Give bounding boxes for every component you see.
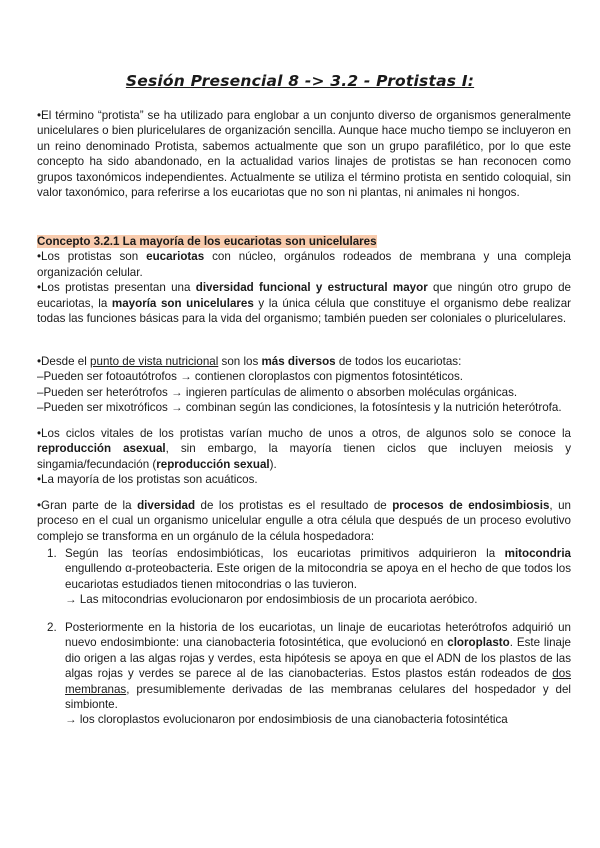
life-cycles-section	[37, 426, 571, 488]
intro-text: •El término “protista” se ha utilizado para englobar a un conjunto diverso de organismos generalmente unicelulares o bien pluricelulares de organización sencilla. Aunque hace mucho tiempo se incluyeron en un reino denominado Protista, sabemos actualmente que son un grupo parafilético, por lo que este concepto ha sido abandonado, en la actualidad varios linajes de protistas se han reconocen como grupos taxonómicos independientes. Actualmente se utiliza el término protista en sentido coloquial, sin valor taxonómico, para referirse a los eucariotas que no son ni plantas, ni animales ni hongos.	[37, 109, 571, 200]
concept-heading: Concepto 3.2.1 La mayoría de los eucariotas son unicelulares	[37, 235, 377, 248]
nutrition-section	[37, 354, 571, 416]
list-number: 2.	[47, 621, 57, 634]
list-item-chloroplast: Posteriormente en la historia de los eucariotas, un linaje de eucariotas heterótrofos adquirió un nuevo endosimbionte: una cianobacteria fotosintética, que evolucionó en cloroplasto. Este linaje dio origen a las algas rojas y verdes, esta hipótesis se apoya en que el ADN de los plastos de las algas rojas y verdes se parece al de las cianobacterias. Estos plastos están rodeados de dos membranas, presumiblemente derivadas de las membranas celulares del hospedador y del simbionte. → los cloroplastos evolucionaron por endosimbiosis de una cianobacteria fotosintética	[65, 621, 571, 727]
list-item-mitochondria: Según las teorías endosimbióticas, los eucariotas primitivos adquirieron la mitocondria engullendo α-proteobacteria. Este origen de la mitocondria se apoya en el hecho de que todos los eucariotas estudiados tienen mitocondrias o las tuvieron. → Las mitocondrias evolucionaron por endosimbiosis de un procariota aeróbico.	[65, 547, 571, 607]
intro-paragraph	[37, 108, 571, 200]
endosymbiosis-paragraph: •Gran parte de la diversidad de los protistas es el resultado de procesos de endosimbiosis, un proceso en el cual un organismo unicelular engulle a otra célula que después de un proceso evolutivo complejo se transforma en un orgánulo de la célula hospedadora:	[37, 499, 571, 543]
nutrition-item: –Pueden ser fotoautótrofos → contienen cloroplastos con pigmentos fotosintéticos.	[37, 370, 464, 384]
life-cycles-paragraph: •Los ciclos vitales de los protistas varían mucho de unos a otros, de algunos solo se conoce la reproducción asexual, sin embargo, la mayoría tienen ciclos que incluyen meiosis y singamia/fecundación (reproducción sexual).	[37, 427, 571, 471]
concept-section	[37, 234, 571, 326]
nutrition-item: –Pueden ser heterótrofos → ingieren partículas de alimento o absorben moléculas orgánicas.	[37, 385, 518, 399]
eukaryote-paragraph: •Los protistas son eucariotas con núcleo, orgánulos rodeados de membrana y una compleja organización celular.	[37, 250, 571, 279]
chloroplast-conclusion: → los cloroplastos evolucionaron por endosimbiosis de una cianobacteria fotosintética	[65, 713, 508, 727]
mitochondria-conclusion: → Las mitocondrias evolucionaron por endosimbiosis de un procariota aeróbico.	[65, 593, 478, 607]
page-title: Sesión Presencial 8 -> 3.2 - Protistas I:	[125, 72, 475, 90]
nutrition-item: –Pueden ser mixotróficos → combinan según las condiciones, la fotosíntesis y la nutrición heterótrofa.	[37, 401, 562, 415]
nutrition-intro: •Desde el punto de vista nutricional son los más diversos de todos los eucariotas:	[37, 355, 462, 368]
aquatic-line: •La mayoría de los protistas son acuáticos.	[37, 473, 258, 487]
diversity-paragraph: •Los protistas presentan una diversidad funcional y estructural mayor que ningún otro grupo de eucariotas, la mayoría son unicelulares y la única célula que constituye el organismo debe realizar todas las funciones básicas para la vida del organismo; también pueden ser coloniales o pluricelulares.	[37, 281, 571, 326]
list-number: 1.	[47, 547, 57, 560]
